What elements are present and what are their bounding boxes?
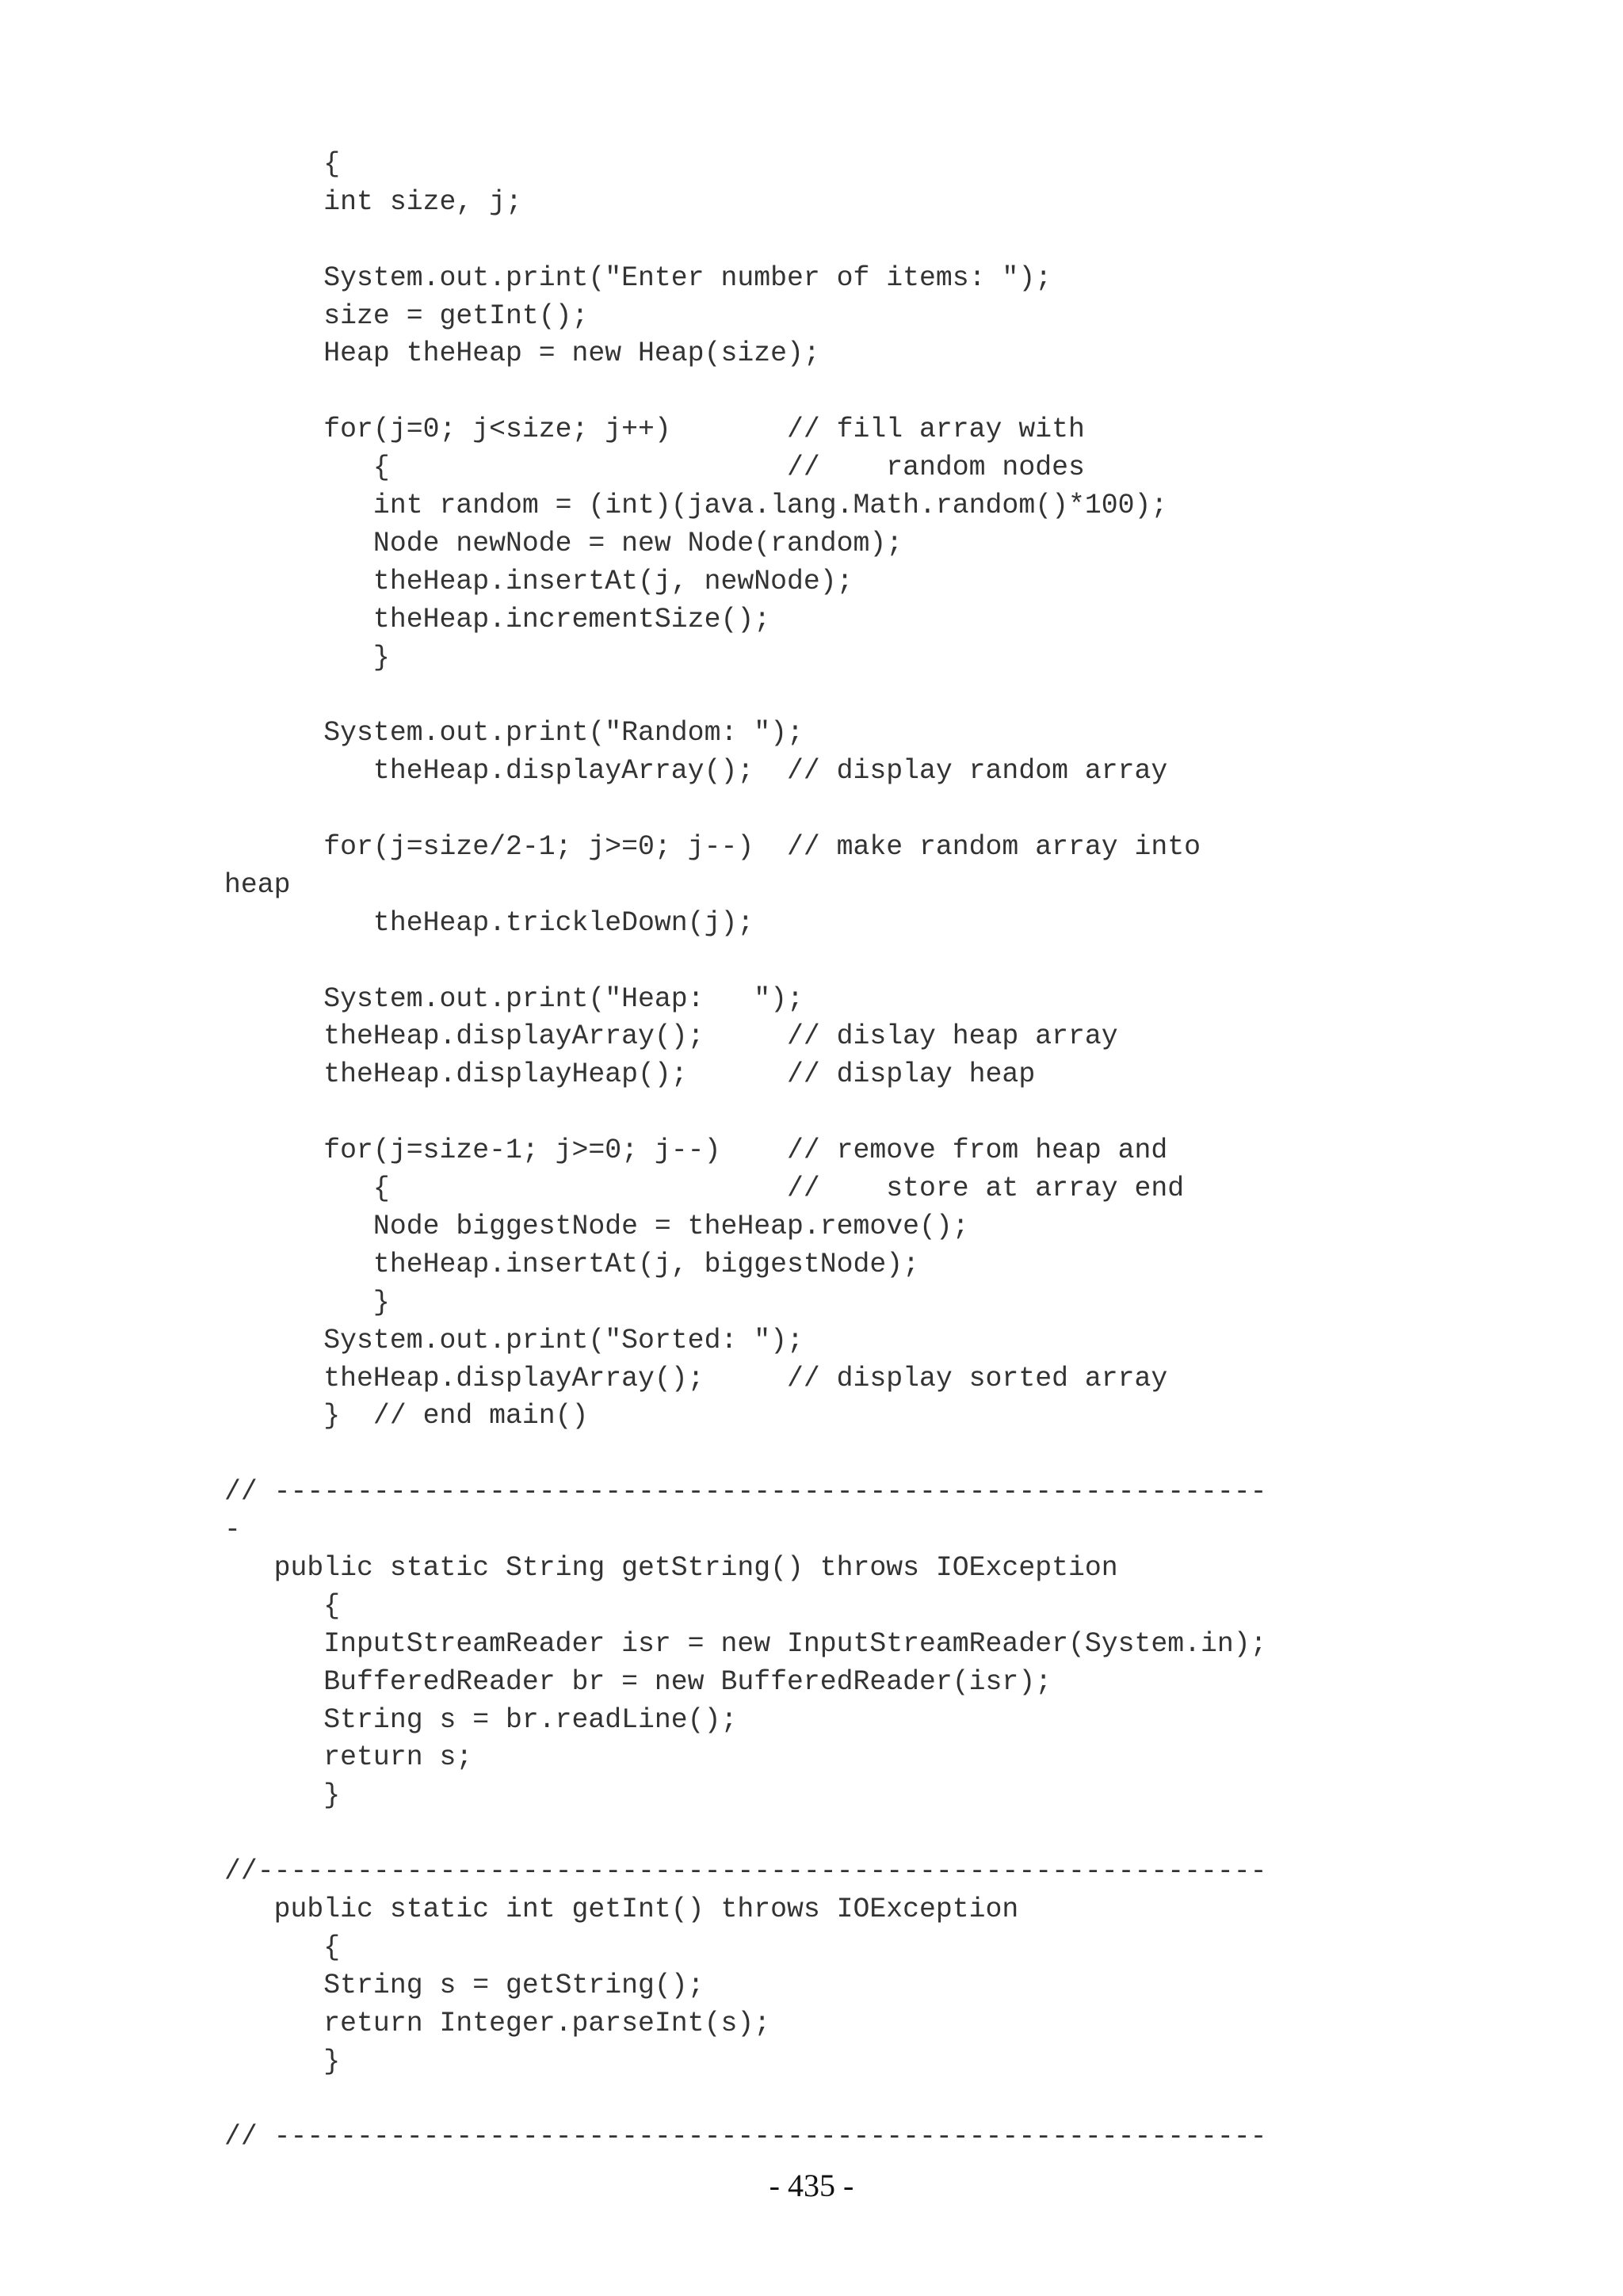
code-line: Node newNode = new Node(random);: [224, 528, 903, 559]
code-line: public static String getString() throws IOException: [224, 1552, 1118, 1584]
code-line: return Integer.parseInt(s);: [224, 2008, 771, 2039]
code-line: theHeap.incrementSize();: [224, 604, 771, 635]
code-line: return s;: [224, 1742, 473, 1774]
code-line: public static int getInt() throws IOException: [224, 1894, 1019, 1925]
code-line: theHeap.displayHeap(); // display heap: [224, 1059, 1036, 1091]
code-line: Heap theHeap = new Heap(size);: [224, 338, 820, 370]
page-number: - 435 -: [769, 2168, 854, 2203]
code-line: theHeap.trickleDown(j);: [224, 907, 754, 939]
code-line: String s = br.readLine();: [224, 1704, 738, 1736]
code-line: BufferedReader br = new BufferedReader(isr);: [224, 1666, 1052, 1698]
code-line: for(j=size-1; j>=0; j--) // remove from heap and: [224, 1135, 1168, 1167]
code-line: //-------------------------------------------------------------: [224, 1856, 1267, 1888]
code-line: [224, 677, 1267, 715]
code-line: // ------------------------------------------------------------: [224, 2122, 1267, 2153]
code-line: heap: [224, 869, 291, 901]
code-line: int random = (int)(java.lang.Math.random()*100);: [224, 490, 1168, 522]
code-line: }: [224, 1780, 341, 1812]
code-line: [224, 1094, 1267, 1132]
code-line: theHeap.displayArray(); // display random array: [224, 756, 1168, 788]
code-line: }: [224, 1287, 390, 1318]
code-line: -: [224, 1515, 241, 1547]
code-line: }: [224, 642, 390, 673]
code-line: } // end main(): [224, 1401, 589, 1432]
code-line: [224, 222, 1267, 260]
code-line: String s = getString();: [224, 1970, 705, 2001]
code-line: theHeap.insertAt(j, newNode);: [224, 566, 854, 597]
code-line: InputStreamReader isr = new InputStreamReader(System.in);: [224, 1628, 1267, 1660]
code-line: [224, 373, 1267, 411]
code-line: { // random nodes: [224, 452, 1085, 484]
code-line: [224, 1436, 1267, 1474]
code-line: System.out.print("Heap: ");: [224, 983, 804, 1015]
code-line: int size, j;: [224, 186, 522, 218]
code-line: {: [224, 1932, 341, 1963]
code-line: System.out.print("Sorted: ");: [224, 1325, 804, 1356]
code-line: System.out.print("Enter number of items: ");: [224, 262, 1052, 294]
code-line: for(j=0; j<size; j++) // fill array with: [224, 414, 1085, 446]
code-line: size = getInt();: [224, 300, 589, 332]
code-line: [224, 943, 1267, 981]
code-line: {: [224, 1590, 341, 1622]
code-line: { // store at array end: [224, 1173, 1185, 1205]
code-line: theHeap.insertAt(j, biggestNode);: [224, 1249, 920, 1280]
code-line: Node biggestNode = theHeap.remove();: [224, 1211, 969, 1242]
code-line: // ------------------------------------------------------------: [224, 1477, 1267, 1508]
code-line: [224, 791, 1267, 829]
code-line: theHeap.displayArray(); // display sorted array: [224, 1363, 1168, 1394]
code-line: }: [224, 2046, 341, 2077]
code-line: theHeap.displayArray(); // dislay heap array: [224, 1021, 1118, 1053]
code-listing: [224, 146, 1267, 2157]
code-line: System.out.print("Random: ");: [224, 718, 804, 749]
code-line: [224, 2081, 1267, 2119]
code-line: [224, 1815, 1267, 1853]
code-line: for(j=size/2-1; j>=0; j--) // make random array into: [224, 832, 1201, 864]
code-line: {: [224, 149, 341, 180]
